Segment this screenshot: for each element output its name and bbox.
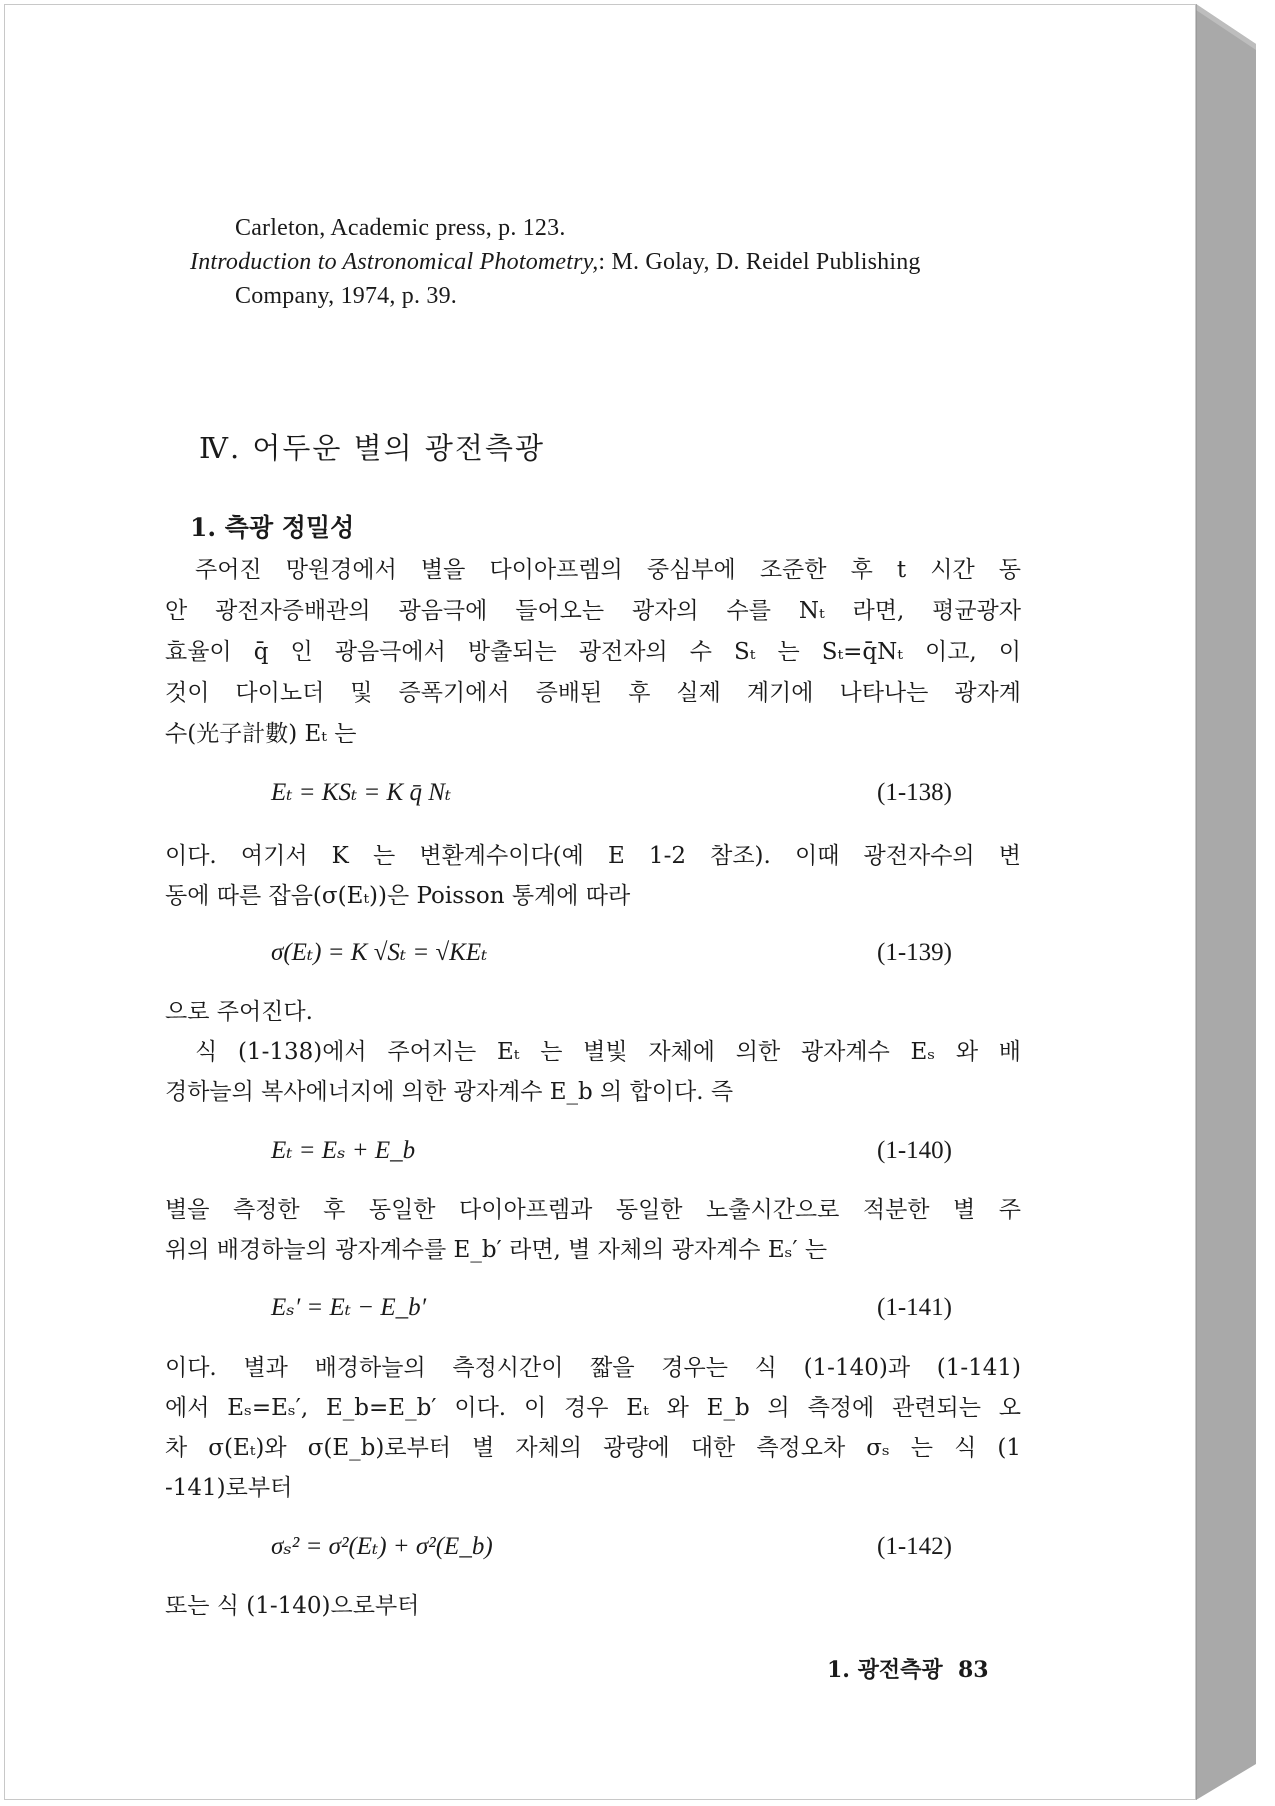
book-edge <box>1196 4 1260 1800</box>
equation-number: (1-140) <box>877 1137 952 1164</box>
equation-formula: Eₜ = Eₛ + E_b <box>271 1137 416 1164</box>
chapter-heading: Ⅳ. 어두운 별의 광전측광 <box>199 431 545 465</box>
paragraph-line: 또는 식 (1-140)으로부터 <box>165 1593 420 1619</box>
paragraph-line: 동에 따른 잡음(σ(Eₜ))은 Poisson 통계에 따라 <box>165 883 631 909</box>
paragraph-line: 것이 다이노더 및 증폭기에서 증배된 후 실제 계기에 나타나는 광자계 <box>165 680 1021 706</box>
paragraph-line: 식 (1-138)에서 주어지는 Eₜ 는 별빛 자체에 의한 광자계수 Eₛ 와 배 <box>195 1039 1021 1065</box>
reference-book-title: Introduction to Astronomical Photometry, <box>190 249 599 275</box>
paragraph-line: 에서 Eₛ=Eₛ′, E_b=E_b′ 이다. 이 경우 Eₜ 와 E_b 의 측정에 관련되는 오 <box>165 1395 1021 1421</box>
paragraph-line: 주어진 망원경에서 별을 다이아프렘의 중심부에 조준한 후 t 시간 동 <box>195 557 1021 583</box>
reference-author: : M. Golay, D. Reidel Publishing <box>598 249 921 275</box>
equation-formula: σₛ² = σ²(Eₜ) + σ²(E_b) <box>271 1533 493 1560</box>
running-footer <box>827 1653 989 1684</box>
paragraph-line: 경하늘의 복사에너지에 의한 광자계수 E_b 의 합이다. 즉 <box>165 1079 734 1105</box>
page-number: 83 <box>957 1657 989 1683</box>
reference-line-3: Company, 1974, p. 39. <box>235 283 457 309</box>
paragraph-line: 으로 주어진다. <box>165 999 313 1025</box>
paragraph-line: 이다. 별과 배경하늘의 측정시간이 짧을 경우는 식 (1-140)과 (1-141) <box>165 1355 1021 1381</box>
section-heading: 1. 측광 정밀성 <box>190 513 355 542</box>
document-page <box>4 4 1196 1800</box>
paragraph-line: -141)로부터 <box>165 1475 293 1501</box>
footer-section: 1. 광전측광 <box>827 1657 943 1683</box>
paragraph-line: 안 광전자증배관의 광음극에 들어오는 광자의 수를 Nₜ 라면, 평균광자 <box>165 598 1021 624</box>
paragraph-line: 이다. 여기서 K 는 변환계수이다(예 E 1-2 참조). 이때 광전자수의 변 <box>165 843 1022 869</box>
paragraph-line: 효율이 q̄ 인 광음극에서 방출되는 광전자의 수 Sₜ 는 Sₜ=q̄Nₜ 이고, 이 <box>165 639 1021 665</box>
equation-number: (1-138) <box>877 779 952 806</box>
equation-formula: Eₛ′ = Eₜ − E_b′ <box>271 1294 427 1321</box>
paragraph-line: 별을 측정한 후 동일한 다이아프렘과 동일한 노출시간으로 적분한 별 주 <box>165 1197 1021 1223</box>
reference-line-2 <box>190 247 921 277</box>
equation-formula: σ(Eₜ) = K √Sₜ = √KEₜ <box>271 939 488 966</box>
equation-number: (1-142) <box>877 1533 952 1560</box>
equation-formula: Eₜ = KSₜ = K q̄ Nₜ <box>271 779 452 806</box>
equation-number: (1-141) <box>877 1294 952 1321</box>
paragraph-line: 수(光子計數) Eₜ 는 <box>165 721 357 747</box>
paragraph-line: 차 σ(Eₜ)와 σ(E_b)로부터 별 자체의 광량에 대한 측정오차 σₛ 는 식 (1 <box>165 1435 1021 1461</box>
equation-number: (1-139) <box>877 939 952 966</box>
reference-line-1: Carleton, Academic press, p. 123. <box>235 215 566 241</box>
paragraph-line: 위의 배경하늘의 광자계수를 E_b′ 라면, 별 자체의 광자계수 Eₛ′ 는 <box>165 1237 828 1263</box>
